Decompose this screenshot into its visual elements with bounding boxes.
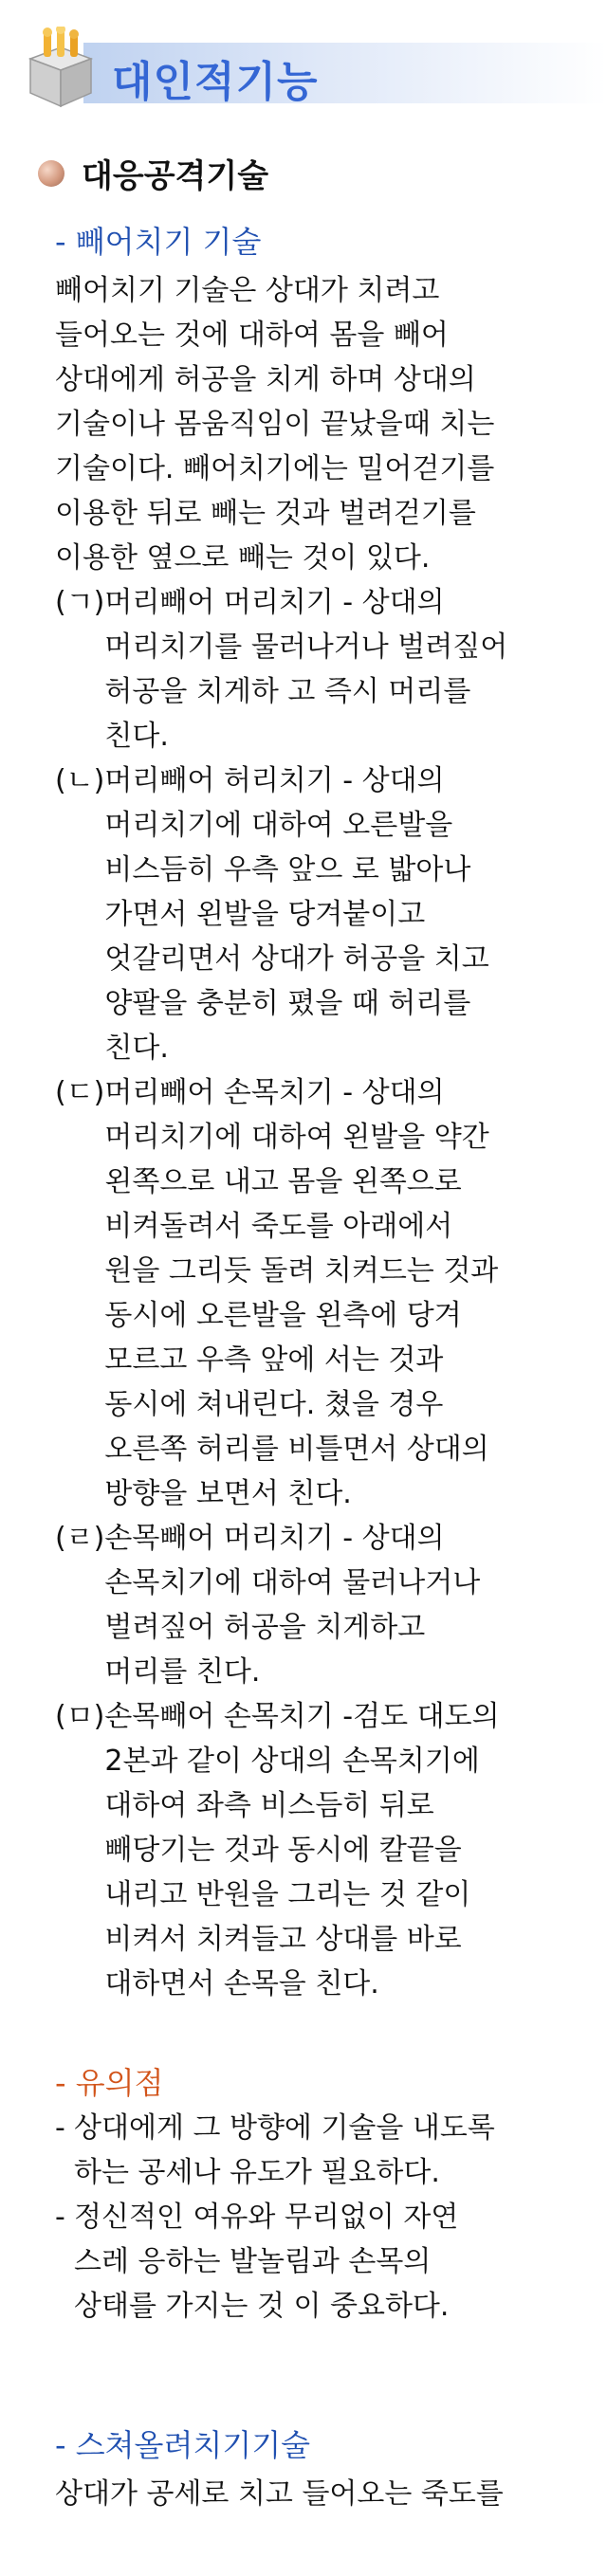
list-marker: (ㅁ) bbox=[55, 1700, 105, 1733]
text-line: 원을 그리듯 돌려 치켜드는 것과 bbox=[104, 1254, 499, 1288]
list-item bbox=[55, 1070, 548, 1516]
text-line: 모르고 우측 앞에 서는 것과 bbox=[104, 1343, 444, 1377]
section-title: 대응공격기술 bbox=[82, 157, 269, 195]
text-line: 머리치기에 대하여 왼발을 약간 bbox=[104, 1121, 489, 1154]
text-line: 내리고 반원을 그리는 것 같이 bbox=[104, 1878, 471, 1911]
text-line: 하는 공세나 유도가 필요하다. bbox=[74, 2156, 440, 2189]
text-line: 기술이다. 빼어치기에는 밀어걷기를 bbox=[55, 452, 495, 485]
note-item bbox=[55, 2195, 548, 2329]
bullet-dot-icon bbox=[38, 160, 64, 187]
text-line: 스레 응하는 발놀림과 손목의 bbox=[74, 2245, 432, 2278]
subheading-sweep-up-technique: - 스쳐올려치기기술 bbox=[55, 2427, 311, 2463]
text-line: 손목빼어 손목치기 -검도 대도의 bbox=[104, 1700, 500, 1733]
text-line: 기술이나 몸움직임이 끝났을때 치는 bbox=[55, 408, 495, 441]
list-marker: (ㄷ) bbox=[55, 1076, 105, 1109]
text-line: 2본과 같이 상대의 손목치기에 bbox=[104, 1745, 480, 1778]
text-line: 친다. bbox=[104, 720, 169, 753]
text-line: 왼쪽으로 내고 몸을 왼쪽으로 bbox=[104, 1165, 462, 1198]
text-line: 대하여 좌측 비스듬히 뒤로 bbox=[104, 1789, 434, 1822]
text-line: 가면서 왼발을 당겨붙이고 bbox=[104, 898, 426, 931]
text-line: 동시에 오른발을 왼측에 당겨 bbox=[104, 1299, 462, 1332]
text-line: 상대에게 그 방향에 기술을 내도록 bbox=[74, 2111, 495, 2145]
text-line: 비켜돌려서 죽도를 아래에서 bbox=[104, 1210, 453, 1243]
text-line: 머리를 친다. bbox=[104, 1655, 261, 1689]
text-line: 동시에 쳐내린다. 쳤을 경우 bbox=[104, 1388, 444, 1421]
section-heading bbox=[38, 150, 268, 196]
text-line: 빼당기는 것과 동시에 칼끝을 bbox=[104, 1834, 462, 1867]
text-line: 친다. bbox=[104, 1032, 169, 1065]
text-line: 들어오는 것에 대하여 몸을 빼어 bbox=[55, 319, 449, 352]
note-item bbox=[55, 2106, 548, 2195]
subheading-precautions: - 유의점 bbox=[55, 2065, 164, 2101]
list-marker: (ㄹ) bbox=[55, 1522, 105, 1555]
note-marker: - bbox=[55, 2201, 65, 2234]
text-line: 상대가 공세로 치고 들어오는 죽도를 bbox=[55, 2477, 504, 2511]
text-line: 방향을 보면서 친다. bbox=[104, 1477, 352, 1510]
text-line: 이용한 옆으로 빼는 것이 있다. bbox=[55, 541, 431, 575]
page-title: 대인적기능 bbox=[112, 58, 319, 106]
note-marker: - bbox=[55, 2111, 65, 2145]
text-line: 오른쪽 허리를 비틀면서 상대의 bbox=[104, 1433, 489, 1466]
subheading-dodge-technique: - 빼어치기 기술 bbox=[55, 224, 262, 260]
slide-header bbox=[0, 0, 607, 114]
text-line: 이용한 뒤로 빼는 것과 벌려걷기를 bbox=[55, 497, 476, 530]
text-line: 머리치기에 대하여 오른발을 bbox=[104, 809, 453, 842]
text-line: 비켜서 치켜들고 상대를 바로 bbox=[104, 1923, 462, 1956]
text-line: 비스듬히 우측 앞으 로 밟아나 bbox=[104, 853, 471, 886]
text-line: 엇갈리면서 상대가 허공을 치고 bbox=[104, 942, 489, 976]
text-line: 벌려짚어 허공을 치게하고 bbox=[104, 1611, 426, 1644]
text-line: 빼어치기 기술은 상대가 치려고 bbox=[55, 274, 440, 307]
text-line: 머리빼어 허리치기 - 상대의 bbox=[104, 764, 445, 797]
text-line: 대하면서 손목을 친다. bbox=[104, 1967, 379, 2001]
content-body bbox=[55, 220, 548, 2516]
text-line: 상대에게 허공을 치게 하며 상대의 bbox=[55, 363, 476, 396]
list-marker: (ㄱ) bbox=[55, 586, 105, 619]
text-line: 손목치기에 대하여 물러나거나 bbox=[104, 1566, 481, 1599]
text-line: 양팔을 충분히 폈을 때 허리를 bbox=[104, 987, 471, 1020]
list-marker: (ㄴ) bbox=[55, 764, 105, 797]
intro-paragraph bbox=[55, 268, 548, 580]
text-line: 머리치기를 물러나거나 벌려짚어 bbox=[104, 630, 508, 664]
text-line: 머리빼어 머리치기 - 상대의 bbox=[104, 586, 445, 619]
gift-box-icon bbox=[23, 27, 99, 108]
list-item bbox=[55, 758, 548, 1070]
list-item bbox=[55, 580, 548, 758]
list-item bbox=[55, 1516, 548, 1694]
tail-paragraph bbox=[55, 2472, 548, 2516]
text-line: 머리빼어 손목치기 - 상대의 bbox=[104, 1076, 445, 1109]
text-line: 정신적인 여유와 무리없이 자연 bbox=[74, 2201, 459, 2234]
text-line: 손목빼어 머리치기 - 상대의 bbox=[104, 1522, 445, 1555]
text-line: 허공을 치게하 고 즉시 머리를 bbox=[104, 675, 471, 708]
text-line: 상태를 가지는 것 이 중요하다. bbox=[74, 2290, 450, 2323]
list-item bbox=[55, 1694, 548, 2006]
